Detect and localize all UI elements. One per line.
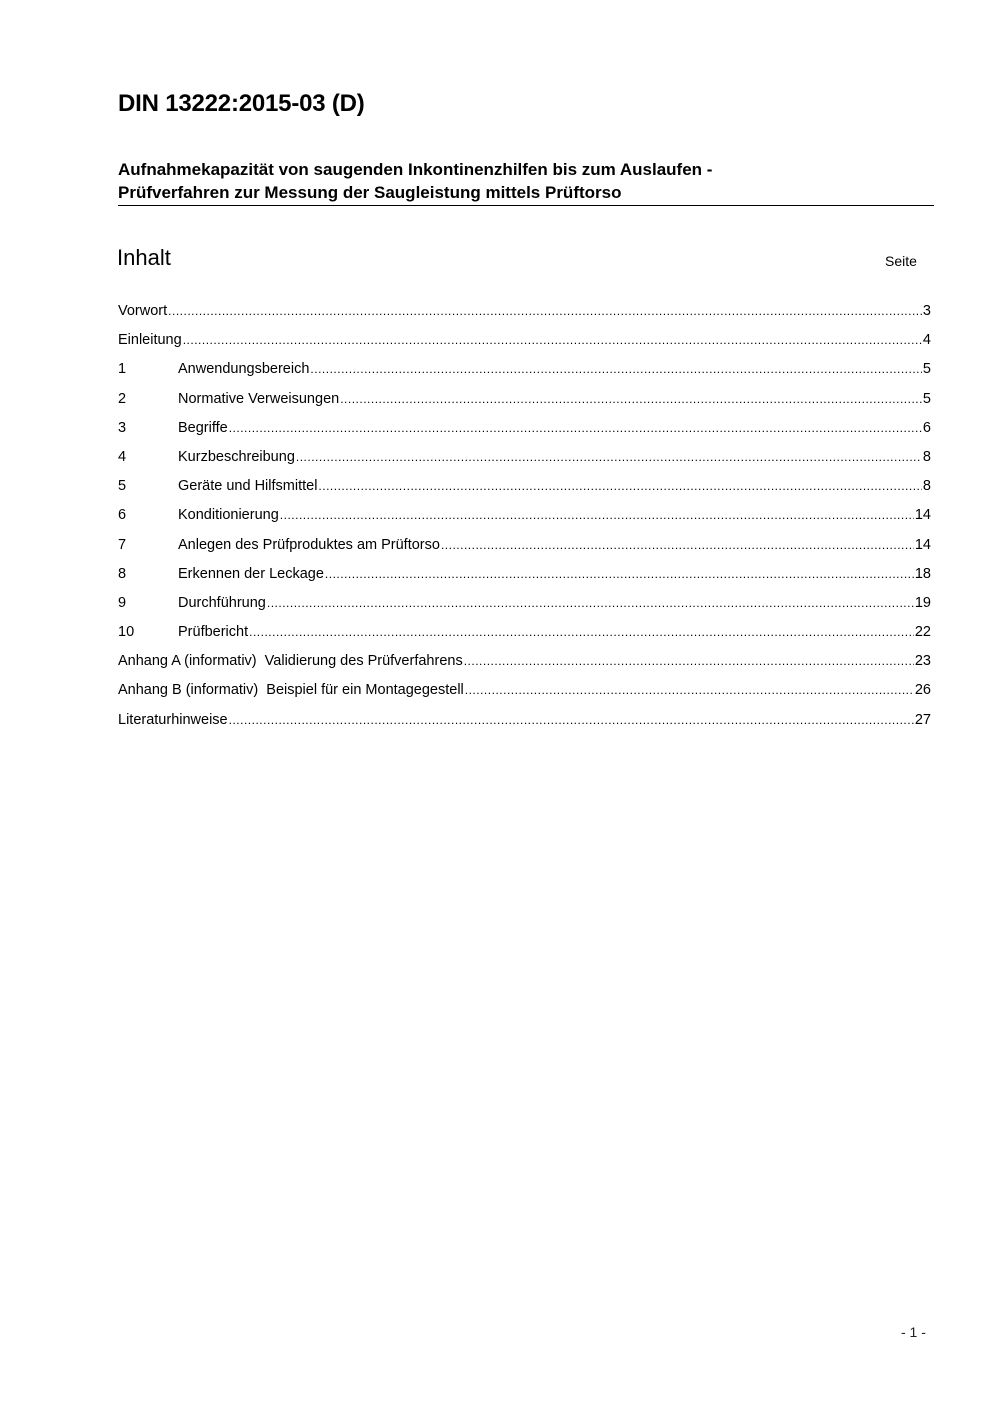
toc-leader-dots [168,300,922,322]
toc-entry-3[interactable] [118,417,931,446]
toc-entry-number: 10 [118,624,135,641]
toc-leader-dots [464,650,914,672]
toc-leader-dots [465,679,914,701]
toc-entry-label: Anhang A (informativ) Validierung des Prüfverfahrens [118,653,463,670]
toc-entry-number: 3 [118,419,127,436]
toc-leader-dots [267,592,914,614]
toc-entry-einleitung[interactable] [118,329,931,358]
toc-entry-label: Erkennen der Leckage [178,565,324,582]
toc-leader-dots [229,709,914,731]
toc-entry-anhang-b[interactable] [118,679,931,708]
toc-entry-label: Durchführung [178,594,266,611]
toc-entry-page: 23 [914,653,931,670]
toc-entry-page: 6 [922,419,931,436]
toc-entry-label: Anhang B (informativ) Beispiel für ein Montagegestell [118,682,464,699]
toc-entry-vorwort[interactable] [118,300,931,329]
toc-entry-label: Vorwort [118,303,168,319]
toc-entry-label: Anlegen des Prüfproduktes am Prüftorso [178,536,440,553]
toc-entry-label: Anwendungsbereich [178,361,310,378]
toc-entry-10[interactable] [118,621,931,650]
toc-leader-dots [325,563,914,585]
toc-entry-anhang-a[interactable] [118,650,931,679]
toc-leader-dots [310,358,922,380]
toc-entry-label: Prüfbericht [178,624,249,641]
document-subtitle [118,158,934,206]
toc-leader-dots [280,504,914,526]
toc-entry-page: 5 [922,361,931,378]
toc-entry-page: 27 [914,711,931,728]
toc-leader-dots [318,475,922,497]
toc-entry-label: Konditionierung [178,507,279,524]
toc-entry-number: 7 [118,536,127,553]
toc-entry-9[interactable] [118,592,931,621]
toc-entry-label: Einleitung [118,332,182,349]
page-number: - 1 - [901,1324,926,1340]
toc-entry-number: 4 [118,448,127,465]
toc-entry-number: 9 [118,594,127,611]
toc-entry-page: 18 [914,565,931,582]
toc-entry-page: 8 [922,448,931,465]
toc-entry-label: Literaturhinweise [118,711,228,728]
toc-entry-number: 8 [118,565,127,582]
toc-entry-page: 14 [914,507,931,524]
toc-entry-number: 6 [118,507,127,524]
toc-entry-1[interactable] [118,358,931,387]
toc-entry-label: Begriffe [178,419,228,436]
document-title: DIN 13222:2015-03 (D) [118,90,365,117]
toc-entry-label: Kurzbeschreibung [178,448,295,465]
toc-heading: Inhalt [117,245,171,270]
toc-entry-number: 1 [118,361,127,378]
toc-entry-8[interactable] [118,563,931,592]
toc-entry-page: 3 [922,303,931,319]
toc-leader-dots [441,534,914,556]
toc-leader-dots [229,417,922,439]
toc-entry-page: 19 [914,594,931,611]
toc-entry-label: Geräte und Hilfsmittel [178,478,318,495]
toc-leader-dots [296,446,922,468]
toc-entry-5[interactable] [118,475,931,504]
toc-leader-dots [340,388,922,410]
toc-entry-7[interactable] [118,534,931,563]
toc-entry-page: 4 [922,332,931,349]
toc-entry-page: 14 [914,536,931,553]
table-of-contents [118,300,931,738]
toc-leader-dots [183,329,922,351]
toc-entry-6[interactable] [118,504,931,533]
toc-entry-2[interactable] [118,388,931,417]
toc-page-column-label: Seite [885,253,917,269]
toc-entry-page: 22 [914,624,931,641]
toc-leader-dots [249,621,914,643]
toc-entry-page: 5 [922,390,931,407]
toc-entry-page: 26 [914,682,931,699]
toc-entry-page: 8 [922,478,931,495]
subtitle-line-2: Prüfverfahren zur Messung der Saugleistung mittels Prüftorso [118,183,622,202]
subtitle-line-1: Aufnahmekapazität von saugenden Inkontinenzhilfen bis zum Auslaufen - [118,160,713,179]
toc-entry-number: 2 [118,390,127,407]
toc-entry-label: Normative Verweisungen [178,390,340,407]
toc-entry-literaturhinweise[interactable] [118,709,931,738]
toc-entry-4[interactable] [118,446,931,475]
toc-entry-number: 5 [118,478,127,495]
